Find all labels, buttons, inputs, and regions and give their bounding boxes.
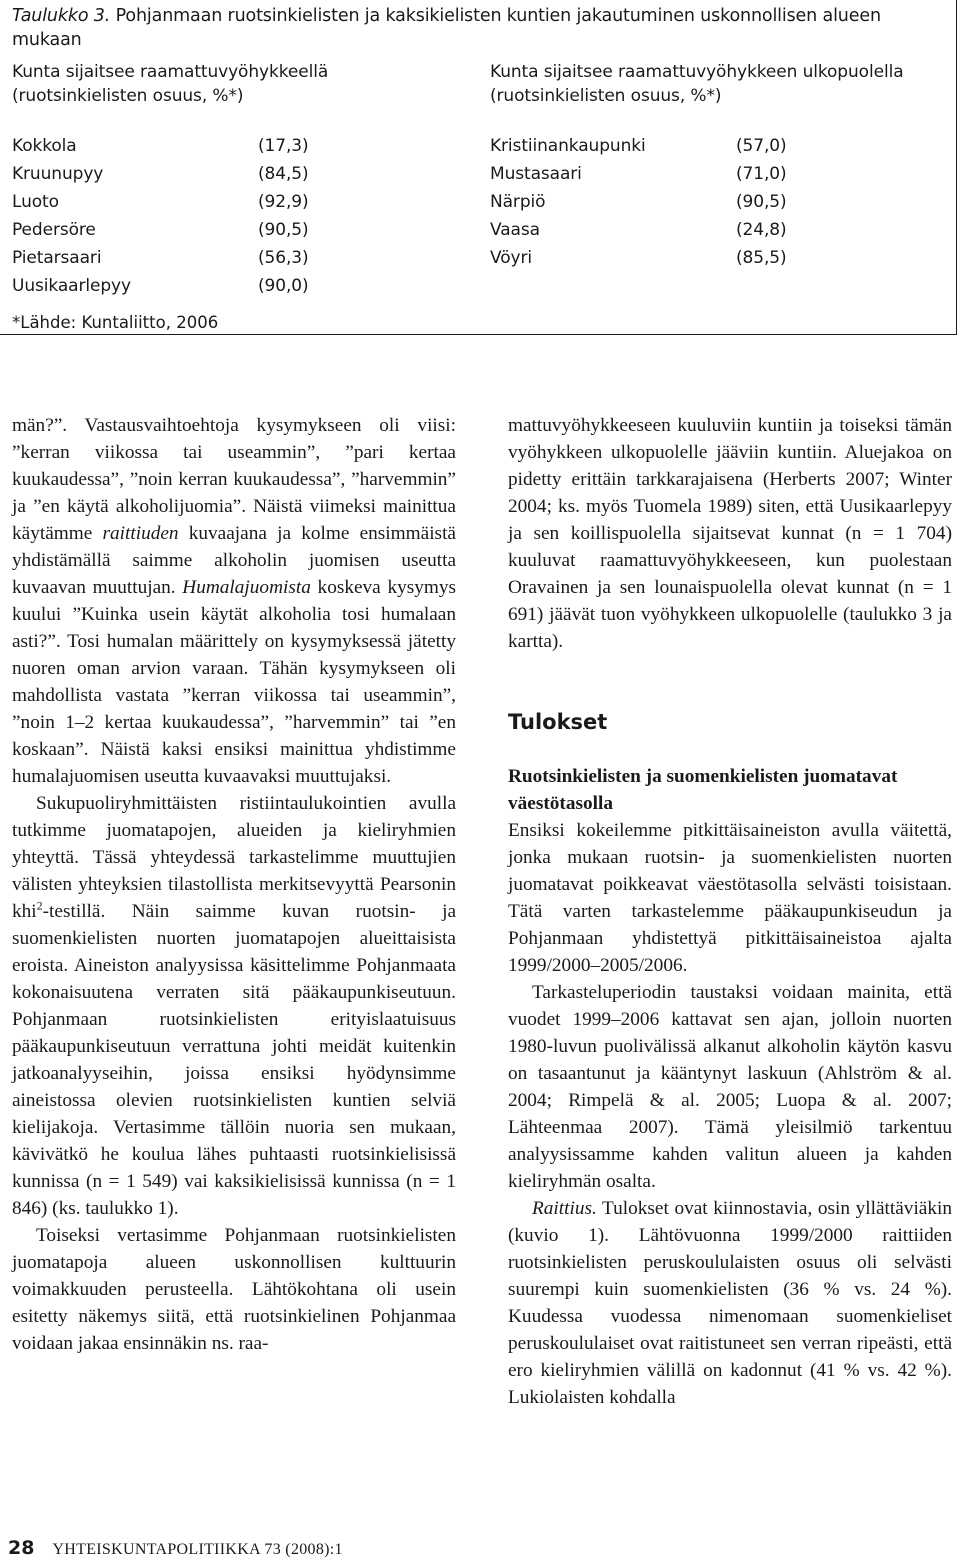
paragraph xyxy=(12,790,456,1222)
municipality-name: Kruunupyy xyxy=(12,164,104,184)
left-column-heading xyxy=(12,60,432,108)
paragraph: Toiseksi vertasimme Pohjanmaan ruotsinkielisten juomatapoja alueen uskonnollisen kulttuurin voimakkuuden perusteella. Lähtökohtana oli usein esitetty näkemys siitä, että ruotsinkielinen Pohjanmaa voidaan jakaa ensinnäkin ns. raa- xyxy=(12,1225,456,1354)
table-row xyxy=(12,188,332,216)
swedish-share: (90,0) xyxy=(258,276,309,296)
section-heading: Tulokset xyxy=(508,710,608,734)
text-run: Sukupuoliryhmittäisten ristiintaulukointien avulla tutkimme juomatapojen, alueiden ja kieliryhmien yhteyttä. Tässä yhteydessä tarkastelimme muuttujien välisten yhteyksien tilastollista merkitsevyyttä Pearsonin khi xyxy=(12,793,456,922)
left-heading-line-2: (ruotsinkielisten osuus, %*) xyxy=(12,86,244,106)
paragraph: Tarkasteluperiodin taustaksi voidaan mainita, että vuodet 1999–2006 kattavat sen ajan, jolloin nuorten 1980-luvun puolivälissä alkanut alkoholin käytön kasvu on tasaantunut ja kääntynyt laskuun (Ahlström & al. 2004; Rimpelä & al. 2005; Luopa & al. 2007; Lähteenmaa 2007). Tämä yleisilmiö tarkentuu analyysissamme kahden valitun alueen ja kahden kieliryhmän osalta. xyxy=(508,982,952,1192)
municipality-name: Vöyri xyxy=(490,248,532,268)
text-run: kuvaajana ja kolme ensimmäistä yhdistämällä saimme alkoholin juomisen useutta kuvaavan muuttujan. xyxy=(12,523,456,598)
table-row xyxy=(12,272,332,300)
table-row xyxy=(490,132,810,160)
table-row xyxy=(490,188,810,216)
text-run: Tulokset ovat kiinnostavia, osin yllättäviäkin (kuvio 1). Lähtövuonna 1999/2000 raittiiden ruotsinkielisten peruskoululaisten osuus oli selvästi suurempi kuin suomenkielisten (36 % vs. 24 %). Kuudessa vuodessa nimenomaan suomenkieliset peruskoululaiset ovat raitistuneet sen verran ripeästi, että ero kieliryhmien välillä on kadonnut (41 % vs. 42 %). Lukiolaisten kohdalla xyxy=(508,1198,952,1408)
text-run: män?”. Vastausvaihtoehtoja kysymykseen oli viisi: ”kerran viikossa tai useammin”, ”pari kertaa kuukaudessa”, ”noin kerran kuukaudessa”, ”harvemmin” ja ”en käytä alkoholijuomia”. Näistä viimeksi mainittua käytämme xyxy=(12,415,456,544)
table-label: Taulukko 3. xyxy=(12,6,111,26)
municipality-name: Vaasa xyxy=(490,220,540,240)
table-caption xyxy=(12,4,942,52)
text-run: -testillä. Näin saimme kuvan ruotsin- ja suomenkielisten nuorten juomatapojen alueittaisista eroista. Aineiston analyysissa käsittelimme Pohjanmaata kokonaisuutena verraten sitä pääkaupunkiseutuun. Pohjanmaan ruotsinkielisten erityislaatuisuus pääkaupunkiseutuun verrattuna johti meidät kuitenkin jatkoanalyyseihin, joissa ensiksi hyödynsimme aineistossa olevien ruotsinkielisten kuntien selviä kielijakoja. Vertasimme tällöin nuoria sen mukaan, kävivätkö he koulua lähes puhtaasti ruotsinkielisissä kunnissa (n = 1 549) vai kaksikielisissä kunnissa (n = 1 846) (ks. taulukko 1). xyxy=(12,901,456,1219)
paragraph xyxy=(508,1195,952,1411)
municipality-name: Mustasaari xyxy=(490,164,582,184)
swedish-share: (56,3) xyxy=(258,248,309,268)
page-footer xyxy=(8,1537,343,1561)
municipality-name: Närpiö xyxy=(490,192,546,212)
text-run: koskeva kysymys kuului ”Kuinka usein käytät alkoholia tosi humalaan asti?”. Tosi humalan määrittely on kysymyksessä jätetty nuoren oman arvion varaan. Tähän kysymykseen oli mahdollista vastata ”kerran viikossa tai useammin”, ”noin 1–2 kertaa kuukaudessa”, ”harvemmin” tai ”en koskaan”. Näistä kaksi ensiksi mainittua yhdistimme humalajuomisen useutta kuvaavaksi muuttujaksi. xyxy=(12,577,457,787)
municipality-name: Pietarsaari xyxy=(12,248,102,268)
municipality-name: Uusikaarlepyy xyxy=(12,276,131,296)
paragraph xyxy=(12,412,456,790)
municipality-name: Kristiinankaupunki xyxy=(490,136,646,156)
italic-term-raittius: Raittius. xyxy=(532,1198,597,1219)
municipality-name: Pedersöre xyxy=(12,220,96,240)
table-row xyxy=(12,132,332,160)
table-row xyxy=(490,244,810,272)
swedish-share: (24,8) xyxy=(736,220,787,240)
table-3 xyxy=(0,0,957,335)
swedish-share: (57,0) xyxy=(736,136,787,156)
swedish-share: (85,5) xyxy=(736,248,787,268)
italic-term-raittiuden: raittiuden xyxy=(102,523,179,544)
right-column-heading xyxy=(490,60,950,108)
swedish-share: (92,9) xyxy=(258,192,309,212)
table-row xyxy=(12,244,332,272)
municipality-name: Luoto xyxy=(12,192,59,212)
right-heading-line-2: (ruotsinkielisten osuus, %*) xyxy=(490,86,722,106)
table-source-note: *Lähde: Kuntaliitto, 2006 xyxy=(12,313,219,332)
journal-name: YHTEISKUNTAPOLITIIKKA 73 (2008):1 xyxy=(52,1541,343,1558)
swedish-share: (90,5) xyxy=(258,220,309,240)
swedish-share: (71,0) xyxy=(736,164,787,184)
swedish-share: (17,3) xyxy=(258,136,309,156)
table-row xyxy=(490,160,810,188)
page-number: 28 xyxy=(8,1537,35,1559)
body-column-left xyxy=(12,412,456,1357)
swedish-share: (90,5) xyxy=(736,192,787,212)
superscript: 2 xyxy=(36,898,43,913)
body-column-right xyxy=(508,412,952,1411)
table-row xyxy=(12,160,332,188)
left-heading-line-1: Kunta sijaitsee raamattuvyöhykkeellä xyxy=(12,62,329,82)
table-caption-text: Pohjanmaan ruotsinkielisten ja kaksikielisten kuntien jakautuminen uskonnollisen alueen mukaan xyxy=(12,6,881,50)
table-row xyxy=(490,216,810,244)
paragraph: Ensiksi kokeilemme pitkittäisaineiston avulla väitettä, jonka mukaan ruotsin- ja suomenkielisten nuorten juomatavat poikkeavat väestötasolla selvästi toisistaan. Tätä varten tarkastelemme pääkaupunkiseudun ja Pohjanmaan yhdistettyä pitkittäisaineistoa ajalta 1999/2000–2005/2006. xyxy=(508,820,952,976)
italic-term-humalajuomista: Humalajuomista xyxy=(182,577,311,598)
right-heading-line-1: Kunta sijaitsee raamattuvyöhykkeen ulkopuolella xyxy=(490,62,904,82)
swedish-share: (84,5) xyxy=(258,164,309,184)
paragraph: mattuvyöhykkeeseen kuuluviin kuntiin ja toiseksi tämän vyöhykkeen ulkopuolelle jääviin kuntiin. Aluejakoa on pidetty erittäin tarkkarajaisena (Herberts 2007; Winter 2004; ks. myös Tuomela 1989) siten, että Uusikaarlepyy ja sen koillispuolella sijaitsevat kunnat (n = 1 704) kuuluvat raamattuvyöhykkeeseen, kun puolestaan Oravainen ja sen lounaispuolella olevat kunnat (n = 1 691) jäävät tuon vyöhykkeen ulkopuolelle (taulukko 3 ja kartta). xyxy=(508,415,952,652)
municipality-name: Kokkola xyxy=(12,136,77,156)
subsection-heading: Ruotsinkielisten ja suomenkielisten juomatavat väestötasolla xyxy=(508,766,898,814)
table-row xyxy=(12,216,332,244)
